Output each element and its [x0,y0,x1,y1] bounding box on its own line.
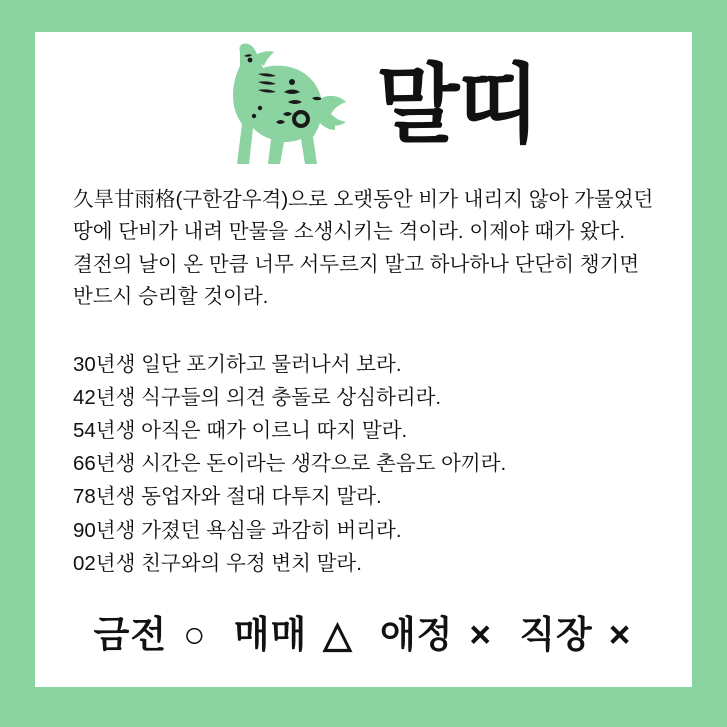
fortune-line: 久旱甘雨格(구한감우격)으로 오랫동안 비가 내리지 않아 가물었던 [73,188,654,211]
page-title: 말띠 [376,57,539,153]
fortune-card [35,32,692,687]
list-item: 02년생 친구와의 우정 변치 말라. [73,551,362,575]
summary-label-work: 직장 [519,613,593,655]
list-item: 66년생 시간은 돈이라는 생각으로 촌음도 아끼라. [73,452,507,476]
list-item: 78년생 동업자와 절대 다투지 말라. [73,485,382,509]
summary-symbol-trade: △ [323,613,353,655]
summary-label-money: 금전 [93,613,168,655]
fortune-paragraph [73,184,654,314]
summary-symbol-work: × [608,613,632,655]
fortune-summary [73,604,654,658]
list-item: 42년생 식구들의 의견 충돌로 상심하리라. [73,385,442,409]
card-body [35,184,692,658]
card-header [35,32,692,184]
horse-illustration-icon [188,38,368,178]
list-item: 54년생 아직은 때가 이르니 따지 말라. [73,418,408,442]
summary-symbol-money: ○ [183,613,207,655]
fortune-line: 반드시 승리할 것이라. [73,285,269,309]
list-item: 90년생 가졌던 욕심을 과감히 버리라. [73,518,402,542]
summary-label-love: 애정 [379,613,454,655]
fortune-line: 결전의 날이 온 만큼 너무 서두르지 말고 하나하나 단단히 챙기면 [73,252,640,276]
year-fortune-list [73,348,654,580]
fortune-line: 땅에 단비가 내려 만물을 소생시키는 격이라. 이제야 때가 왔다. [73,220,626,244]
summary-symbol-love: × [469,613,493,655]
summary-label-trade: 매매 [233,613,308,655]
list-item: 30년생 일단 포기하고 물러나서 보라. [73,352,402,376]
